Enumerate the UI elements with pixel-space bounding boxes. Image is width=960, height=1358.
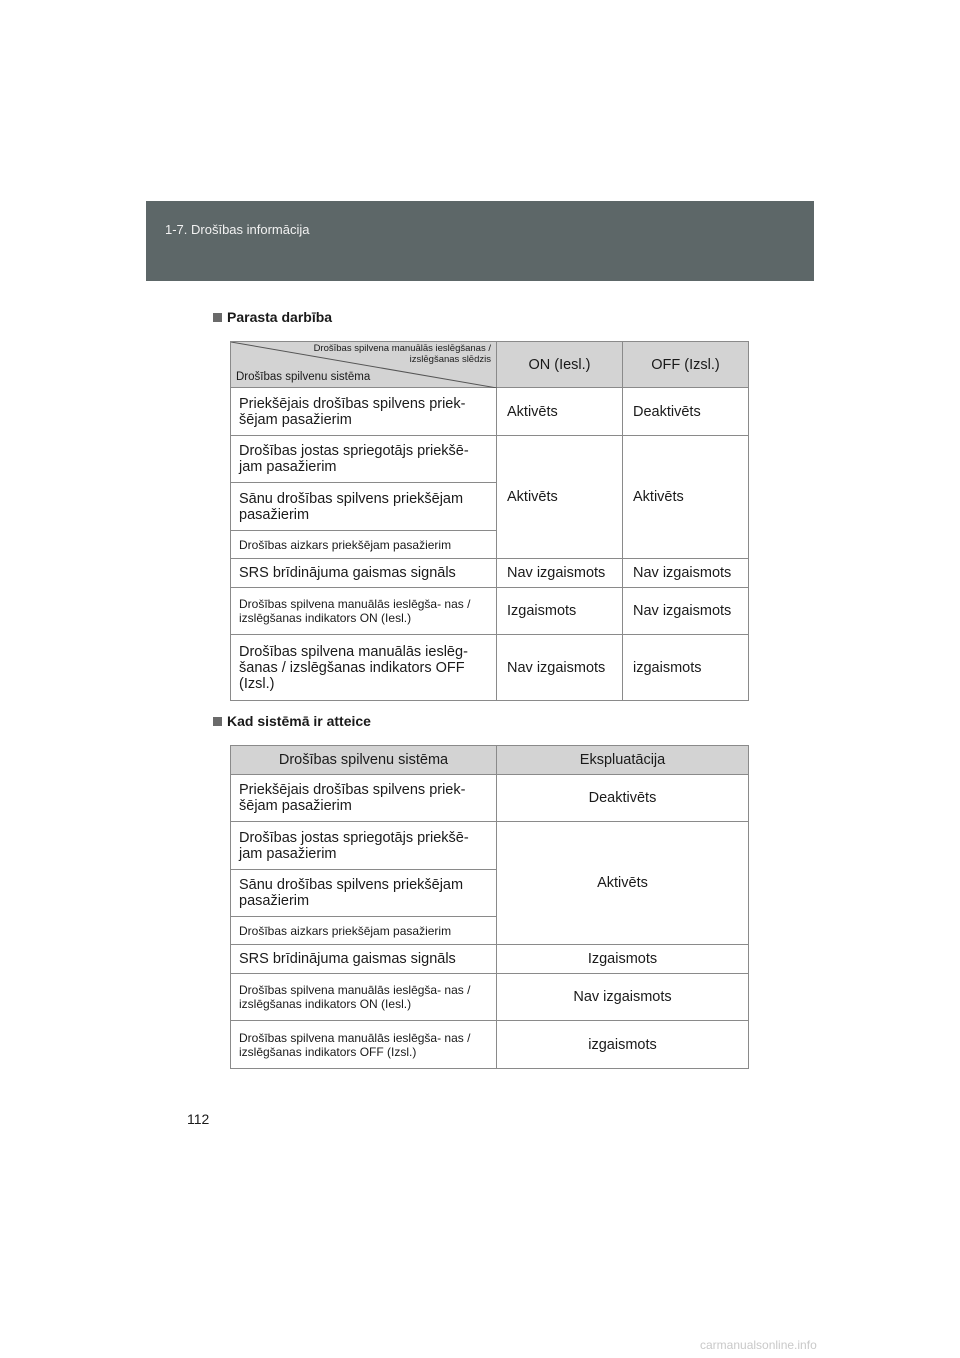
table-header-row: [231, 342, 749, 388]
cell-off: Nav izgaismots: [623, 559, 749, 588]
table-header-row: [231, 746, 749, 775]
square-bullet-icon: [213, 313, 222, 322]
row-label: SRS brīdinājuma gaismas signāls: [231, 559, 497, 588]
column-header-operation: Ekspluatācija: [497, 746, 749, 775]
heading-system-failure: Kad sistēmā ir atteice: [213, 713, 371, 729]
row-label: Drošības jostas spriegotājs priekšē- jam pasažierim: [231, 436, 497, 483]
watermark: carmanualsonline.info: [700, 1338, 817, 1352]
cell-on: Nav izgaismots: [497, 635, 623, 701]
row-label: Drošības spilvena manuālās ieslēgša- nas / izslēgšanas indikators ON (Iesl.): [231, 588, 497, 635]
table-row: [231, 388, 749, 436]
cell-on: Aktivēts: [497, 388, 623, 436]
cell-on: Nav izgaismots: [497, 559, 623, 588]
square-bullet-icon: [213, 717, 222, 726]
cell-off: Aktivēts: [623, 436, 749, 559]
cell-value: Deaktivēts: [497, 775, 749, 822]
diagonal-header-cell: Drošības spilvena manuālās ieslēgšanas / izslēgšanas slēdzis Drošības spilvenu sistēma: [231, 342, 497, 388]
table-system-failure: [230, 745, 749, 1069]
row-label: Drošības aizkars priekšējam pasažierim: [231, 917, 497, 945]
table-row: [231, 1021, 749, 1069]
row-label: Priekšējais drošības spilvens priek- šējam pasažierim: [231, 388, 497, 436]
cell-on: Izgaismots: [497, 588, 623, 635]
cell-off: Nav izgaismots: [623, 588, 749, 635]
table-row: [231, 635, 749, 701]
page-number: 112: [187, 1111, 210, 1127]
row-label: Drošības aizkars priekšējam pasažierim: [231, 531, 497, 559]
section-header-band: [146, 201, 814, 281]
row-label: Sānu drošības spilvens priekšējam pasažierim: [231, 870, 497, 917]
cell-value: Nav izgaismots: [497, 974, 749, 1021]
table-normal-operation: [230, 341, 749, 701]
heading-normal-operation: Parasta darbība: [213, 309, 332, 325]
row-label: SRS brīdinājuma gaismas signāls: [231, 945, 497, 974]
row-label: Drošības spilvena manuālās ieslēg- šanas / izslēgšanas indikators OFF (Izsl.): [231, 635, 497, 701]
cell-value: Izgaismots: [497, 945, 749, 974]
table-row: [231, 945, 749, 974]
table-row: [231, 974, 749, 1021]
cell-value: Aktivēts: [497, 822, 749, 945]
row-label: Drošības spilvena manuālās ieslēgša- nas / izslēgšanas indikators ON (Iesl.): [231, 974, 497, 1021]
column-header-on: ON (Iesl.): [497, 342, 623, 388]
row-label: Drošības jostas spriegotājs priekšē- jam pasažierim: [231, 822, 497, 870]
table-row: [231, 588, 749, 635]
row-label: Sānu drošības spilvens priekšējam pasažierim: [231, 483, 497, 531]
row-label: Priekšējais drošības spilvens priek- šējam pasažierim: [231, 775, 497, 822]
column-header-off: OFF (Izsl.): [623, 342, 749, 388]
section-title: 1-7. Drošības informācija: [165, 222, 310, 237]
cell-value: izgaismots: [497, 1021, 749, 1069]
row-label: Drošības spilvena manuālās ieslēgša- nas / izslēgšanas indikators OFF (Izsl.): [231, 1021, 497, 1069]
table-row: [231, 775, 749, 822]
table-row: [231, 822, 749, 870]
column-header-system: Drošības spilvenu sistēma: [231, 746, 497, 775]
cell-on: Aktivēts: [497, 436, 623, 559]
cell-off: izgaismots: [623, 635, 749, 701]
cell-off: Deaktivēts: [623, 388, 749, 436]
table-row: [231, 436, 749, 483]
table-row: [231, 559, 749, 588]
